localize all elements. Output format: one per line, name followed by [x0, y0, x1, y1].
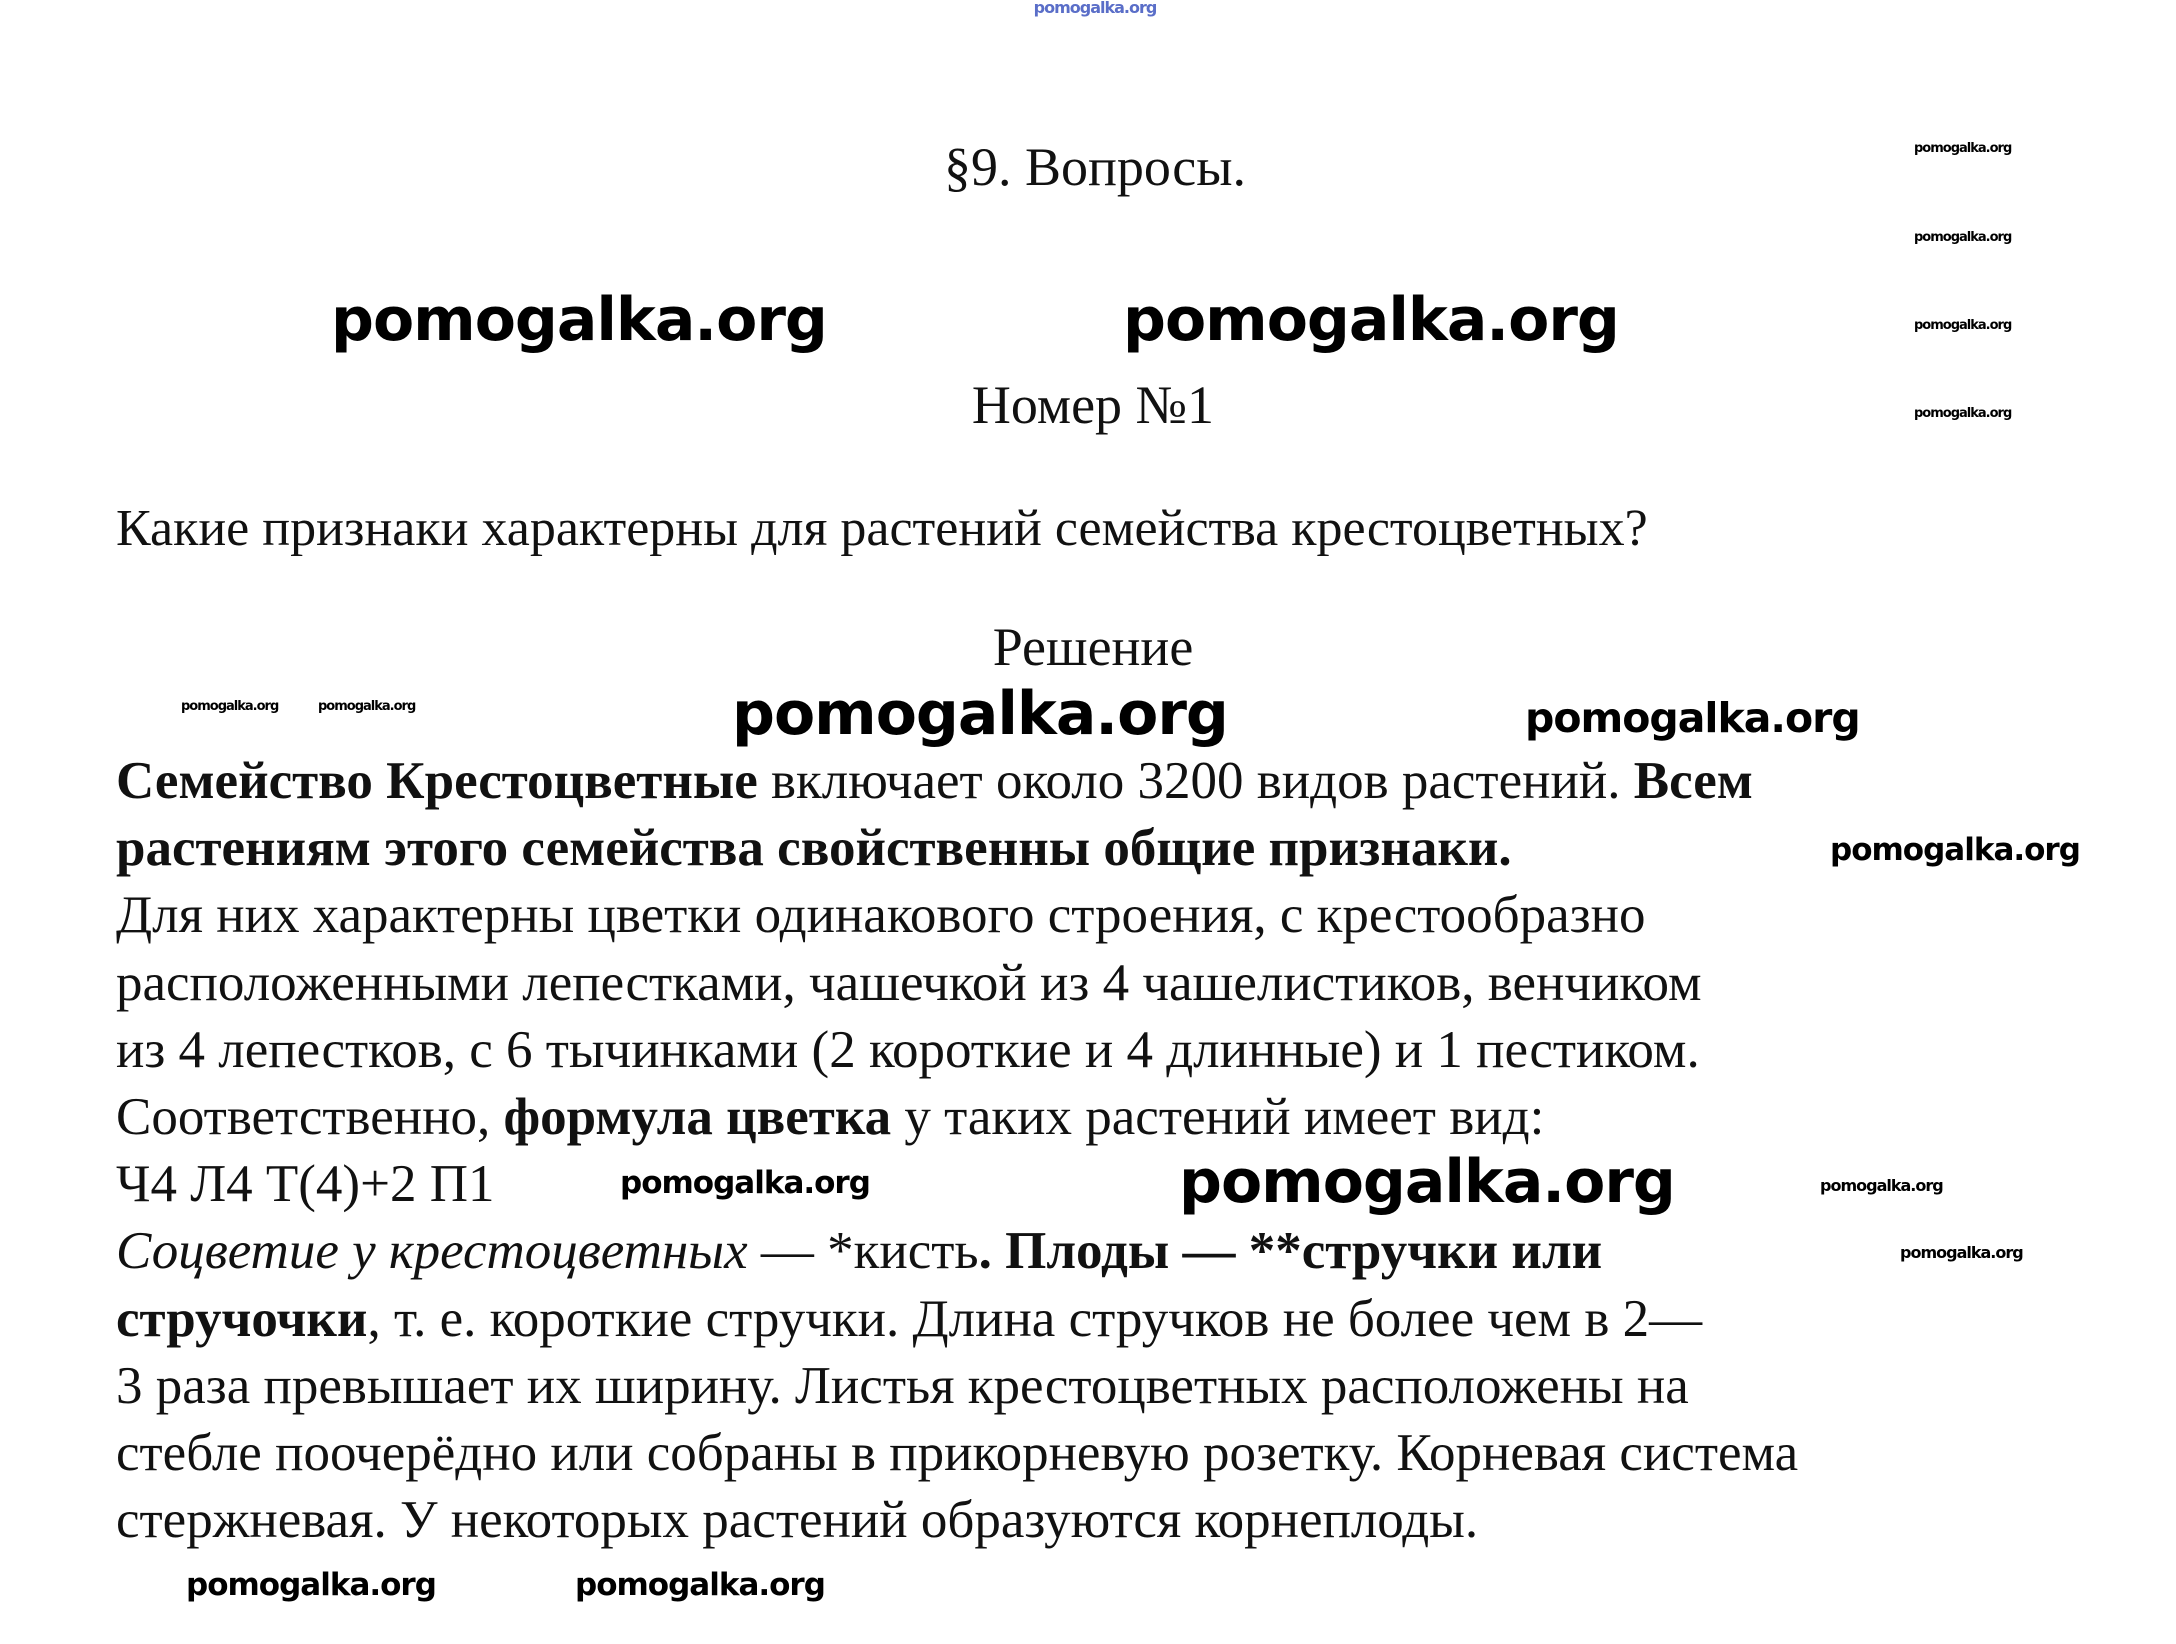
- answer-line: [116, 1487, 1798, 1554]
- watermark: pomogalka.org: [186, 1567, 436, 1603]
- watermark: pomogalka.org: [1525, 694, 1860, 742]
- watermark: pomogalka.org: [620, 1165, 870, 1201]
- watermark: pomogalka.org: [1914, 141, 2012, 156]
- answer-line: [116, 1084, 1798, 1151]
- watermark: pomogalka.org: [1914, 318, 2012, 333]
- bold-text: формула цветка: [503, 1087, 892, 1146]
- watermark: pomogalka.org: [331, 285, 827, 355]
- watermark: pomogalka.org: [575, 1567, 825, 1603]
- text-segment: из 4 лепестков, с 6 тычинками (2 короткие и 4 длинные) и 1 пестиком.: [116, 1020, 1700, 1079]
- answer-line: [116, 950, 1798, 1017]
- watermark: pomogalka.org: [732, 679, 1228, 749]
- text-segment: у таких растений имеет вид:: [891, 1087, 1545, 1146]
- question-text: Какие признаки характерны для растений семейства крестоцветных?: [116, 500, 1648, 557]
- text-segment: 3 раза превышает их ширину. Листья крестоцветных расположены на: [116, 1356, 1689, 1415]
- bold-text: растениям этого семейства свойственны общие признаки.: [116, 819, 1512, 878]
- watermark: pomogalka.org: [1830, 832, 2080, 868]
- answer-line: [116, 882, 1798, 949]
- task-number: Номер №1: [971, 375, 1215, 435]
- answer-line: [116, 748, 1798, 815]
- watermark: pomogalka.org: [1179, 1147, 1675, 1217]
- text-segment: расположенными лепестками, чашечкой из 4 чашелистиков, венчиком: [116, 953, 1702, 1012]
- text-segment: Соответственно,: [116, 1087, 504, 1146]
- bold-text: Семейство Крестоцветные: [116, 752, 758, 810]
- answer-line: [116, 1017, 1798, 1084]
- solution-label: Решение: [992, 617, 1194, 677]
- watermark: pomogalka.org: [1914, 406, 2012, 421]
- text-segment: Ч4 Л4 Т(4)+2 П1: [116, 1155, 495, 1214]
- answer-line: [116, 1286, 1798, 1353]
- bold-text: Всем: [1633, 752, 1753, 810]
- answer-line: [116, 1420, 1798, 1487]
- watermark: pomogalka.org: [1820, 1176, 1943, 1195]
- top-watermark: pomogalka.org: [1033, 0, 1157, 17]
- bold-text: . Плоды — **стручки или: [978, 1222, 1603, 1281]
- text-segment: стержневая. У некоторых растений образуются корнеплоды.: [116, 1491, 1479, 1550]
- watermark: pomogalka.org: [318, 699, 416, 714]
- text-segment: стебле поочерёдно или собраны в прикорневую розетку. Корневая система: [116, 1423, 1799, 1482]
- text-segment: , т. е. короткие стручки. Длина стручков не более чем в 2—: [367, 1289, 1703, 1348]
- watermark: pomogalka.org: [1914, 230, 2012, 245]
- answer-line: [116, 1218, 1798, 1285]
- watermark: pomogalka.org: [181, 699, 279, 714]
- italic-text: Соцветие у крестоцветных: [116, 1222, 748, 1281]
- text-segment: — *кисть: [747, 1222, 979, 1281]
- answer-line: [116, 815, 1798, 882]
- section-title: §9. Вопросы.: [943, 137, 1247, 197]
- bold-text: стручочки: [116, 1289, 368, 1348]
- watermark: pomogalka.org: [1123, 285, 1619, 355]
- text-segment: включает около 3200 видов растений.: [757, 752, 1634, 810]
- text-segment: Для них характерны цветки одинакового строения, с крестообразно: [116, 886, 1646, 945]
- answer-line: [116, 1353, 1798, 1420]
- watermark: pomogalka.org: [1900, 1243, 2023, 1262]
